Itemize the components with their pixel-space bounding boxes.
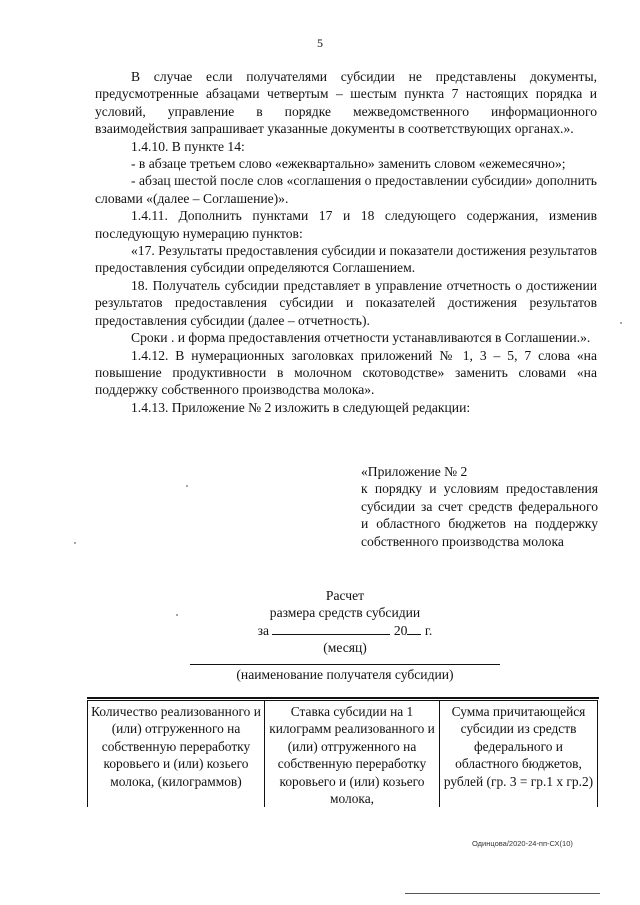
paragraph: 1.4.10. В пункте 14: — [131, 138, 245, 154]
calculation-heading — [190, 587, 500, 657]
scan-speck — [74, 542, 76, 544]
paragraph: - в абзаце третьем слово «ежеквартально» заменить словом «ежемесячно»; — [131, 156, 566, 172]
footer-code: Одинцова/2020-24-пп-СХ(10) — [472, 839, 573, 848]
paragraph: 1.4.12. В нумерационных заголовках приложений № 1, 3 – 5, 7 слова «на повышение продуктивности в молочном скотоводстве» заменить словами «на поддержку собственного производства молока». — [95, 347, 597, 398]
subsidy-table — [87, 700, 598, 807]
year-prefix: 20 — [393, 622, 408, 638]
calc-title: Расчет — [325, 588, 365, 603]
table-top-rule — [87, 697, 599, 699]
document-body — [95, 68, 597, 416]
paragraph: 1.4.11. Дополнить пунктами 17 и 18 следующего содержания, изменив последующую нумерацию пунктов: — [95, 208, 597, 241]
paragraph: 18. Получатель субсидии представляет в управление отчетность о достижении результатов предоставления субсидии и показателей достижения результатов предоставления субсидии (далее – отчетность). — [95, 277, 597, 328]
year-blank — [407, 622, 421, 635]
scan-speck — [176, 614, 178, 616]
appendix-title: «Приложение № 2 — [361, 464, 468, 479]
month-blank — [272, 622, 390, 635]
paragraph: В случае если получателями субсидии не представлены документы, предусмотренные абзацами четвертым – шестым пункта 7 настоящих порядка и условий, управление в порядке межведомственного информационного взаимодействия запрашивает указанные документы в соответствующих органах.». — [95, 69, 597, 137]
paragraph: - абзац шестой после слов «соглашения о предоставлении субсидии» дополнить словами «(далее – Соглашение)». — [95, 173, 597, 206]
footer-rule — [405, 893, 600, 894]
month-caption: (месяц) — [323, 640, 367, 656]
table-header-row — [88, 701, 598, 808]
calc-period-line — [190, 622, 500, 639]
period-prefix: за — [257, 622, 270, 638]
recipient-caption: (наименование получателя субсидии) — [236, 667, 454, 682]
recipient-name-line — [190, 664, 500, 665]
appendix-header — [361, 463, 598, 550]
paragraph: 1.4.13. Приложение № 2 изложить в следующей редакции: — [131, 399, 471, 415]
header-rate: Ставка субсидии на 1 килограмм реализованного и (или) отгруженного на собственную переработку коровьего и (или) козьего молока, — [265, 701, 440, 808]
appendix-text: к порядку и условиям предоставления субсидии за счет средств федерального и областного бюджетов на поддержку собственного производства молока — [361, 481, 598, 549]
scan-speck — [620, 322, 622, 324]
page-number: 5 — [317, 36, 323, 50]
paragraph: Сроки . и форма предоставления отчетности устанавливаются в Соглашении.». — [131, 330, 591, 346]
calc-subtitle: размера средств субсидии — [269, 605, 421, 621]
year-suffix: г. — [424, 622, 433, 638]
scan-speck — [186, 485, 188, 487]
header-amount: Сумма причитающейся субсидии из средств федерального и областного бюджетов, рублей (гр. 3 = гр.1 x гр.2) — [440, 701, 598, 808]
header-quantity: Количество реализованного и (или) отгруженного на собственную переработку коровьего и (или) козьего молока, (килограммов) — [88, 701, 265, 808]
paragraph: «17. Результаты предоставления субсидии и показатели достижения результатов предоставления субсидии определяются Соглашением. — [95, 243, 597, 276]
